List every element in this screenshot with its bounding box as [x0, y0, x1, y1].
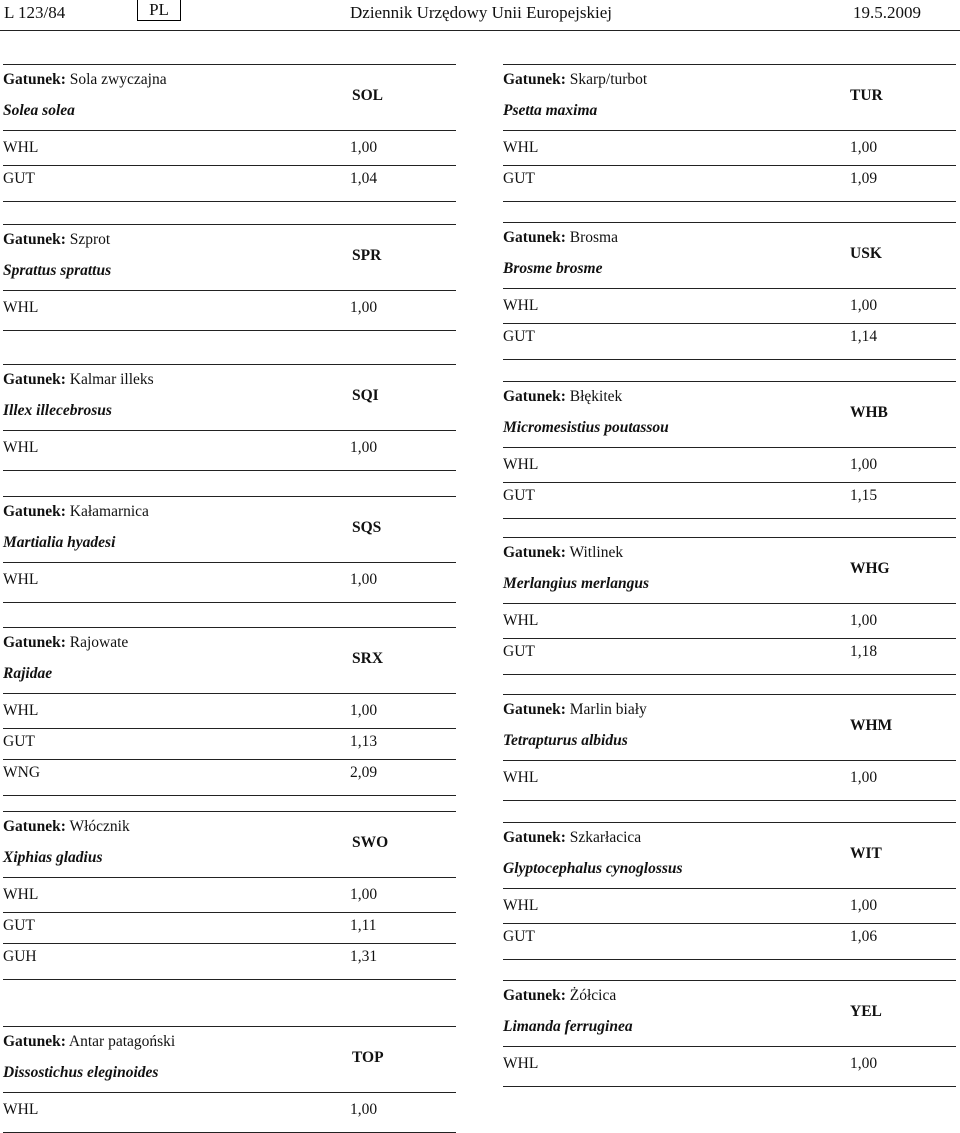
- species-latin-name: Illex illecebrosus: [3, 402, 112, 419]
- factor-value: 1,06: [850, 928, 878, 945]
- block-top-rule: [503, 980, 956, 981]
- block-bottom-rule: [3, 602, 456, 603]
- factor-value: 1,00: [350, 886, 378, 903]
- header-divider: [0, 30, 960, 31]
- factor-form: WHL: [3, 139, 39, 156]
- factor-value: 1,00: [350, 299, 378, 316]
- block-bottom-rule: [503, 959, 956, 960]
- species-name-row: [3, 231, 110, 249]
- species-code: SOL: [352, 86, 384, 104]
- publication-date: 19.5.2009: [853, 3, 921, 22]
- factor-value: 2,09: [350, 764, 378, 781]
- species-name-row: [503, 987, 616, 1005]
- page-header: [0, 0, 960, 30]
- page-reference: L 123/84: [4, 3, 66, 22]
- factor-value: 1,00: [350, 439, 378, 456]
- block-header-rule: [3, 430, 456, 431]
- species-latin-name: Solea solea: [3, 102, 75, 119]
- species-code: WHM: [850, 716, 893, 734]
- species-name-row: [3, 371, 154, 389]
- gatunek-label: Gatunek:: [503, 544, 566, 561]
- factor-value: 1,31: [350, 948, 378, 965]
- block-header-rule: [503, 888, 956, 889]
- species-code: WIT: [850, 844, 882, 862]
- species-common-name: Kałamarnica: [69, 503, 149, 520]
- species-name-row: [503, 701, 647, 719]
- block-top-rule: [3, 627, 456, 628]
- factor-form: WHL: [503, 612, 539, 629]
- factor-value: 1,00: [350, 702, 378, 719]
- block-bottom-rule: [503, 674, 956, 675]
- species-latin-name: Xiphias gladius: [3, 849, 103, 866]
- species-code: SPR: [352, 246, 382, 264]
- factor-value: 1,00: [850, 456, 878, 473]
- gatunek-label: Gatunek:: [3, 371, 66, 388]
- species-code: USK: [850, 244, 882, 262]
- factor-form: GUT: [503, 487, 535, 504]
- species-latin-name: Glyptocephalus cynoglossus: [503, 860, 683, 877]
- species-code: YEL: [850, 1002, 882, 1020]
- gatunek-label: Gatunek:: [503, 987, 566, 1004]
- journal-title: Dziennik Urzędowy Unii Europejskiej: [350, 3, 613, 22]
- gatunek-label: Gatunek:: [503, 701, 566, 718]
- species-latin-name: Sprattus sprattus: [3, 262, 112, 279]
- factor-form: WHL: [3, 702, 39, 719]
- block-bottom-rule: [503, 201, 956, 202]
- block-header-rule: [503, 447, 956, 448]
- block-header-rule: [3, 562, 456, 563]
- species-latin-name: Micromesistius poutassou: [503, 419, 669, 436]
- species-common-name: Włócznik: [69, 818, 130, 835]
- block-top-rule: [3, 1026, 456, 1027]
- species-common-name: Witlinek: [569, 544, 624, 561]
- block-bottom-rule: [503, 1086, 956, 1087]
- factor-row-rule: [3, 943, 456, 944]
- species-common-name: Szprot: [69, 231, 111, 248]
- species-code: WHB: [850, 403, 888, 421]
- gatunek-label: Gatunek:: [3, 71, 66, 88]
- species-name-row: [503, 829, 641, 847]
- block-header-rule: [3, 693, 456, 694]
- factor-form: GUT: [503, 928, 535, 945]
- block-top-rule: [503, 694, 956, 695]
- factor-value: 1,00: [350, 571, 378, 588]
- block-header-rule: [3, 877, 456, 878]
- factor-row-rule: [503, 323, 956, 324]
- factor-row-rule: [503, 638, 956, 639]
- species-common-name: Brosma: [569, 229, 618, 246]
- factor-form: WHL: [503, 769, 539, 786]
- block-header-rule: [3, 1092, 456, 1093]
- species-latin-name: Dissostichus eleginoides: [3, 1064, 159, 1081]
- block-bottom-rule: [3, 330, 456, 331]
- species-code: TUR: [850, 86, 883, 104]
- block-bottom-rule: [503, 359, 956, 360]
- species-name-row: [503, 388, 622, 406]
- species-code: SQS: [352, 518, 382, 536]
- factor-form: GUT: [503, 170, 535, 187]
- factor-form: WHL: [503, 139, 539, 156]
- factor-form: WHL: [503, 297, 539, 314]
- factor-row-rule: [503, 923, 956, 924]
- factor-value: 1,15: [850, 487, 878, 504]
- factor-form: WHL: [503, 897, 539, 914]
- species-common-name: Kalmar illeks: [69, 371, 154, 388]
- species-common-name: Marlin biały: [569, 701, 647, 718]
- species-name-row: [3, 1033, 175, 1051]
- block-top-rule: [503, 381, 956, 382]
- factor-row-rule: [3, 759, 456, 760]
- factor-value: 1,09: [850, 170, 878, 187]
- block-header-rule: [503, 130, 956, 131]
- factor-form: GUH: [3, 948, 37, 965]
- species-name-row: [503, 229, 618, 247]
- factor-row-rule: [3, 912, 456, 913]
- factor-value: 1,04: [350, 170, 378, 187]
- species-name-row: [3, 71, 167, 89]
- species-latin-name: Martialia hyadesi: [3, 534, 116, 551]
- block-top-rule: [3, 364, 456, 365]
- factor-value: 1,00: [850, 297, 878, 314]
- factor-row-rule: [503, 482, 956, 483]
- factor-form: WHL: [3, 439, 39, 456]
- species-latin-name: Rajidae: [3, 665, 53, 682]
- factor-value: 1,13: [350, 733, 378, 750]
- block-top-rule: [503, 537, 956, 538]
- species-name-row: [503, 544, 623, 562]
- gatunek-label: Gatunek:: [503, 829, 566, 846]
- block-top-rule: [503, 64, 956, 65]
- factor-form: GUT: [3, 170, 35, 187]
- factor-row-rule: [3, 165, 456, 166]
- factor-form: WHL: [3, 1101, 39, 1118]
- factor-form: WHL: [503, 1055, 539, 1072]
- gatunek-label: Gatunek:: [3, 231, 66, 248]
- factor-form: WNG: [3, 764, 41, 781]
- gatunek-label: Gatunek:: [503, 71, 566, 88]
- species-latin-name: Brosme brosme: [503, 260, 603, 277]
- gatunek-label: Gatunek:: [503, 229, 566, 246]
- factor-value: 1,14: [850, 328, 878, 345]
- species-common-name: Błękitek: [569, 388, 623, 405]
- block-bottom-rule: [503, 800, 956, 801]
- gatunek-label: Gatunek:: [3, 503, 66, 520]
- factor-value: 1,00: [350, 139, 378, 156]
- factor-value: 1,00: [350, 1101, 378, 1118]
- factor-form: WHL: [3, 886, 39, 903]
- block-bottom-rule: [3, 979, 456, 980]
- block-bottom-rule: [3, 795, 456, 796]
- block-header-rule: [503, 288, 956, 289]
- block-top-rule: [3, 64, 456, 65]
- species-common-name: Sola zwyczajna: [69, 71, 167, 88]
- block-top-rule: [503, 822, 956, 823]
- species-common-name: Rajowate: [69, 634, 129, 651]
- factor-value: 1,11: [350, 917, 377, 934]
- block-header-rule: [503, 1046, 956, 1047]
- species-name-row: [503, 71, 647, 89]
- species-name-row: [3, 503, 149, 521]
- factor-form: GUT: [503, 643, 535, 660]
- factor-form: GUT: [3, 733, 35, 750]
- species-common-name: Żółcica: [569, 987, 617, 1004]
- factor-form: GUT: [3, 917, 35, 934]
- block-bottom-rule: [3, 201, 456, 202]
- gatunek-label: Gatunek:: [3, 1033, 66, 1050]
- factor-form: WHL: [3, 571, 39, 588]
- factor-value: 1,00: [850, 612, 878, 629]
- species-latin-name: Tetrapturus albidus: [503, 732, 628, 749]
- species-latin-name: Merlangius merlangus: [503, 575, 650, 592]
- species-latin-name: Psetta maxima: [503, 102, 598, 119]
- factor-value: 1,00: [850, 769, 878, 786]
- gatunek-label: Gatunek:: [503, 388, 566, 405]
- species-code: TOP: [352, 1048, 384, 1066]
- species-code: SWO: [352, 833, 389, 851]
- factor-value: 1,00: [850, 139, 878, 156]
- species-common-name: Szkarłacica: [569, 829, 642, 846]
- block-bottom-rule: [503, 518, 956, 519]
- species-code: SQI: [352, 386, 379, 404]
- factor-form: WHL: [503, 456, 539, 473]
- species-code: WHG: [850, 559, 890, 577]
- block-top-rule: [3, 496, 456, 497]
- gatunek-label: Gatunek:: [3, 634, 66, 651]
- species-common-name: Antar patagoński: [68, 1033, 176, 1050]
- species-name-row: [3, 634, 128, 652]
- block-header-rule: [3, 290, 456, 291]
- gatunek-label: Gatunek:: [3, 818, 66, 835]
- block-bottom-rule: [3, 470, 456, 471]
- species-latin-name: Limanda ferruginea: [503, 1018, 633, 1035]
- factor-form: WHL: [3, 299, 39, 316]
- factor-row-rule: [3, 728, 456, 729]
- factor-value: 1,18: [850, 643, 878, 660]
- block-top-rule: [3, 811, 456, 812]
- factor-value: 1,00: [850, 1055, 878, 1072]
- species-common-name: Skarp/turbot: [569, 71, 648, 88]
- factor-row-rule: [503, 165, 956, 166]
- species-code: SRX: [352, 649, 384, 667]
- block-top-rule: [3, 224, 456, 225]
- block-header-rule: [3, 130, 456, 131]
- species-name-row: [3, 818, 130, 836]
- factor-form: GUT: [503, 328, 535, 345]
- block-top-rule: [503, 222, 956, 223]
- factor-value: 1,00: [850, 897, 878, 914]
- block-header-rule: [503, 603, 956, 604]
- block-header-rule: [503, 760, 956, 761]
- language-badge: PL: [137, 0, 181, 21]
